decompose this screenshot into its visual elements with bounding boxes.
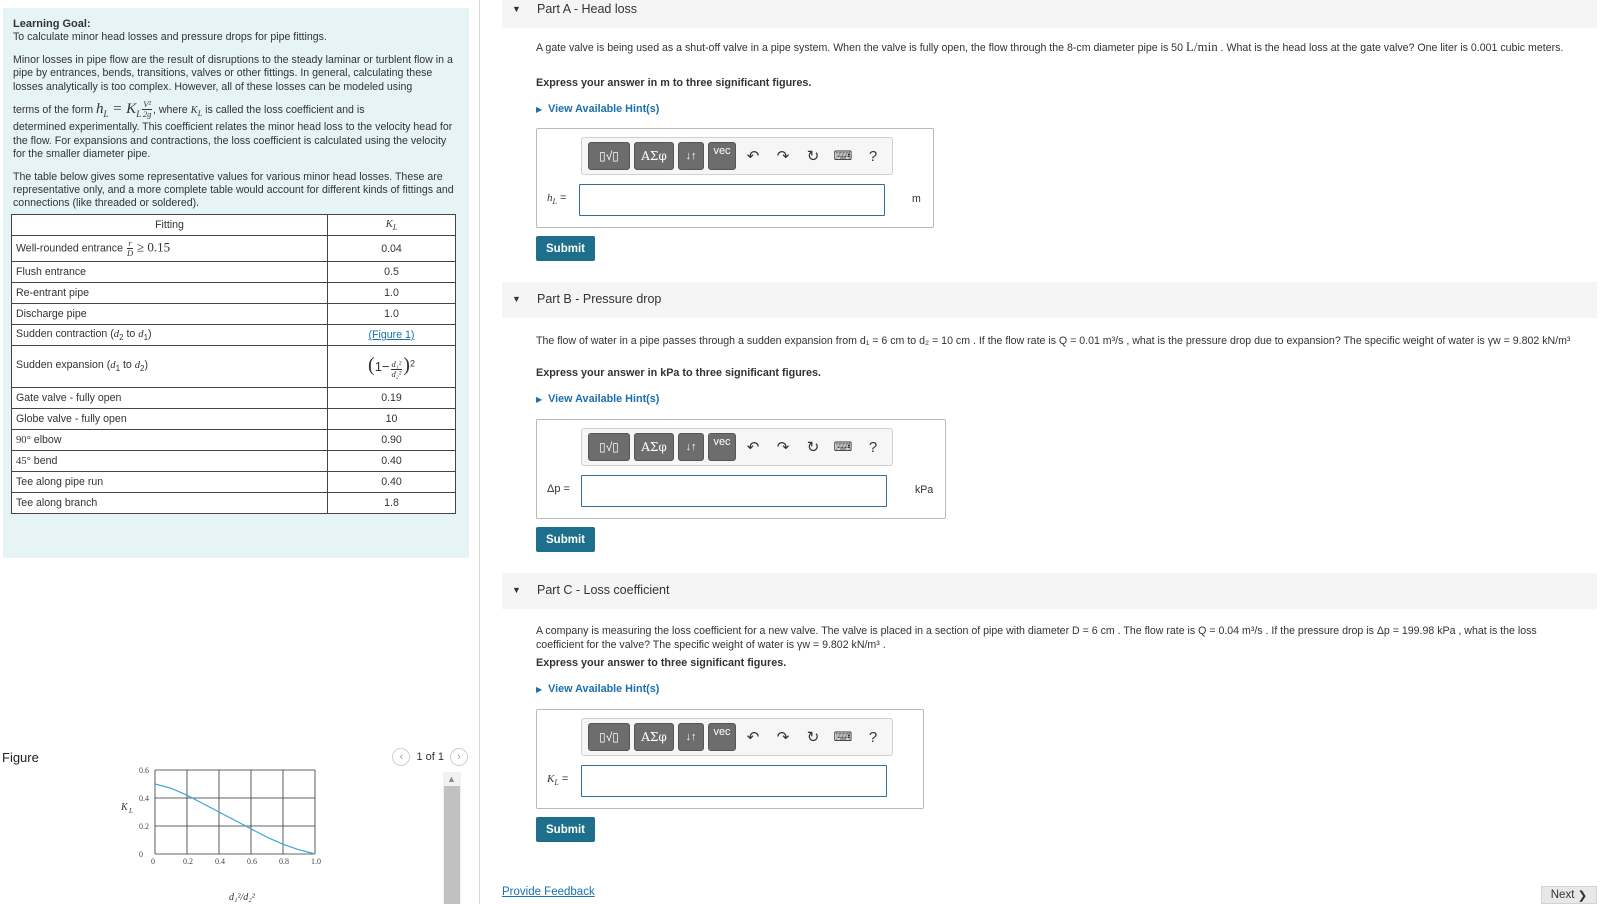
table-row: Re-entrant pipe 1.0 [12, 283, 456, 304]
answer-label: Δp = [547, 483, 570, 495]
svg-text:L: L [129, 807, 133, 815]
part-c-answer-box [536, 709, 924, 809]
reset-icon[interactable]: ↻ [806, 148, 820, 165]
part-b-answer-box [536, 419, 946, 519]
intro-paragraph-rest: determined experimentally. This coefficient relates the minor head loss to the velocity head for the flow. For expansions and contractions, the loss coefficient is calculated using the velocity for the smaller diameter pipe. [13, 121, 453, 161]
table-row: Tee along pipe run 0.40 [12, 472, 456, 493]
arrows-button[interactable]: ↓↑ [678, 142, 704, 170]
templates-button[interactable]: ▯√▯ [588, 433, 630, 461]
part-b-header[interactable]: ▼ Part B - Pressure drop [502, 282, 1597, 318]
provide-feedback-link[interactable]: Provide Feedback [502, 886, 595, 898]
formula-line: terms of the form $h_L = K_L$ $\frac{\text{V²}}{2g}$ , where $K_L$ is called the loss coefficient and is [13, 99, 365, 120]
part-b-question: The flow of water in a pipe passes through a sudden expansion from d₁ = 6 cm to d₂ = 10 cm . If the flow rate is Q = 0.01 m³/s , what is the pressure drop due to expansion? The specific weight of water is γw = 9.802 kN/m³ [536, 335, 1571, 347]
redo-icon[interactable]: ↷ [776, 148, 790, 165]
part-a-hints-link[interactable]: ▶ View Available Hint(s) [536, 103, 660, 115]
next-figure-button[interactable]: › [450, 748, 468, 766]
chart-series-line [155, 784, 315, 854]
greek-button[interactable]: ΑΣφ [634, 433, 674, 461]
expand-triangle-icon: ▶ [536, 685, 543, 694]
goal-label: Learning Goal: [13, 18, 91, 30]
chart-xlabel: d₁²/d₂² [229, 892, 255, 903]
figure-title: Figure [2, 750, 39, 765]
part-c-submit-button[interactable]: Submit [536, 817, 595, 842]
math-toolbar [581, 718, 893, 756]
head-loss-input[interactable] [579, 184, 885, 216]
arrows-button[interactable]: ↓↑ [678, 723, 704, 751]
table-row: Sudden expansion ($d_1$ to $d_2$) (1− $\frac{\text{d₁²}}{\text{d₂²}}$ )$^2$ [12, 346, 456, 388]
head-loss-formula: $h_L = K_L$ $\frac{\text{V²}}{2g}$ [96, 99, 152, 120]
table-row: Gate valve - fully open 0.19 [12, 388, 456, 409]
vec-button[interactable]: vec [708, 433, 736, 461]
table-row: Discharge pipe 1.0 [12, 304, 456, 325]
x-tick-label: 0.6 [247, 857, 257, 866]
chevron-right-icon: ❯ [1577, 890, 1588, 902]
table-row: 90° elbow 0.90 [12, 430, 456, 451]
part-c-question: A company is measuring the loss coefficient for a new valve. The valve is placed in a section of pipe with diameter D = 6 cm . The flow rate is Q = 0.04 m³/s . If the pressure drop is Δp = 199.98 kPa , what is the loss coefficient for the valve? The specific weight of water is γw = 9.802 kN/m³ . [536, 625, 1537, 651]
loss-coefficient-input[interactable] [581, 765, 887, 797]
scroll-up-icon[interactable]: ▲ [447, 774, 456, 784]
table-row: Tee along branch 1.8 [12, 493, 456, 514]
answer-unit: kPa [915, 484, 934, 496]
part-b-submit-button[interactable]: Submit [536, 527, 595, 552]
undo-icon[interactable]: ↶ [746, 729, 760, 746]
x-tick-label: 0.2 [183, 857, 193, 866]
table-row: Well-rounded entrance $\frac{r}{D}$ ≥ 0.15 0.04 [12, 236, 456, 262]
table-row: Sudden contraction ($d_2$ to $d_1$) (Figure 1) [12, 325, 456, 346]
chart-ticks [139, 766, 321, 866]
part-c-hints-link[interactable]: ▶ View Available Hint(s) [536, 683, 660, 695]
x-tick-label: 0.4 [215, 857, 225, 866]
expand-triangle-icon: ▶ [536, 105, 543, 114]
part-a-submit-button[interactable]: Submit [536, 236, 595, 261]
y-tick-label: 0 [139, 850, 143, 859]
table-intro: The table below gives some representative values for various minor head losses. These are representative only, and a more complete table would account for different kinds of fittings and connections (like threaded or soldered). [13, 170, 454, 210]
part-a-question: A gate valve is being used as a shut-off valve in a pipe system. When the valve is fully open, the flow through the 8-cm diameter pipe is 50 L/min . What is the head loss at the gate valve? One liter is 0.001 cubic meters. [536, 39, 1564, 54]
figure-header [2, 748, 468, 772]
intro-paragraph: Minor losses in pipe flow are the result of disruptions to the steady laminar or turblent flow in a pipe by entrances, bends, transitions, valves or other fittings. In general, calculating these losses analytically is too complex. However, all of these losses can be modeled using [13, 53, 453, 93]
help-icon[interactable]: ? [868, 438, 878, 456]
table-row: Flush entrance 0.5 [12, 262, 456, 283]
collapse-caret-icon[interactable]: ▼ [512, 585, 521, 595]
keyboard-icon[interactable]: ⌨ [833, 439, 853, 454]
reset-icon[interactable]: ↻ [806, 439, 820, 456]
collapse-caret-icon[interactable]: ▼ [512, 4, 521, 14]
figure-page-count: 1 of 1 [416, 751, 444, 763]
collapse-caret-icon[interactable]: ▼ [512, 294, 521, 304]
help-icon[interactable]: ? [868, 728, 878, 746]
vec-button[interactable]: vec [708, 723, 736, 751]
answer-label: $K_L$ = [547, 773, 569, 788]
reset-icon[interactable]: ↻ [806, 729, 820, 746]
vec-button[interactable]: vec [708, 142, 736, 170]
greek-button[interactable]: ΑΣφ [634, 142, 674, 170]
prev-figure-button[interactable]: ‹ [392, 748, 410, 766]
part-c-instruction: Express your answer to three significant figures. [536, 657, 787, 669]
col-fitting: Fitting [12, 215, 328, 236]
redo-icon[interactable]: ↷ [776, 729, 790, 746]
undo-icon[interactable]: ↶ [746, 148, 760, 165]
loss-coefficient-chart [2, 766, 452, 904]
expand-triangle-icon: ▶ [536, 395, 543, 404]
part-c-header[interactable]: ▼ Part C - Loss coefficient [502, 573, 1597, 609]
next-button[interactable]: Next ❯ [1541, 886, 1597, 904]
table-header-row [12, 215, 456, 236]
x-tick-label: 0 [151, 857, 155, 866]
col-k: $K_L$ [328, 215, 456, 236]
goal-text: To calculate minor head losses and pressure drops for pipe fittings. [13, 31, 327, 44]
figure-scrollbar[interactable] [443, 772, 461, 904]
part-a-answer-box [536, 128, 934, 228]
figure-pager [392, 748, 468, 766]
keyboard-icon[interactable]: ⌨ [833, 729, 853, 744]
part-b-hints-link[interactable]: ▶ View Available Hint(s) [536, 393, 660, 405]
y-tick-label: 0.4 [139, 794, 149, 803]
pressure-drop-input[interactable] [581, 475, 887, 507]
x-tick-label: 0.8 [279, 857, 289, 866]
left-pane [0, 0, 480, 904]
keyboard-icon[interactable]: ⌨ [833, 148, 853, 163]
part-a-instruction: Express your answer in m to three significant figures. [536, 77, 812, 89]
redo-icon[interactable]: ↷ [776, 439, 790, 456]
part-b-instruction: Express your answer in kPa to three significant figures. [536, 367, 822, 379]
templates-button[interactable]: ▯√▯ [588, 723, 630, 751]
help-icon[interactable]: ? [868, 147, 878, 165]
fittings-table [11, 214, 456, 514]
figure-1-link[interactable]: (Figure 1) [368, 329, 415, 341]
y-tick-label: 0.6 [139, 766, 149, 775]
table-row: 45° bend 0.40 [12, 451, 456, 472]
x-tick-label: 1.0 [311, 857, 321, 866]
chart-grid [155, 770, 315, 854]
table-row: Globe valve - fully open 10 [12, 409, 456, 430]
math-toolbar [581, 428, 893, 466]
answer-label: $h_L$ = [547, 192, 567, 207]
undo-icon[interactable]: ↶ [746, 439, 760, 456]
math-toolbar [581, 137, 893, 175]
scroll-thumb[interactable] [444, 786, 460, 904]
y-tick-label: 0.2 [139, 822, 149, 831]
arrows-button[interactable]: ↓↑ [678, 433, 704, 461]
answer-unit: m [912, 193, 921, 205]
part-a-header[interactable]: ▼ Part A - Head loss [502, 0, 1597, 28]
greek-button[interactable]: ΑΣφ [634, 723, 674, 751]
templates-button[interactable]: ▯√▯ [588, 142, 630, 170]
expansion-formula: (1− $\frac{\text{d₁²}}{\text{d₂²}}$ )$^2$ [328, 346, 456, 388]
chart-ylabel: K [121, 802, 128, 813]
